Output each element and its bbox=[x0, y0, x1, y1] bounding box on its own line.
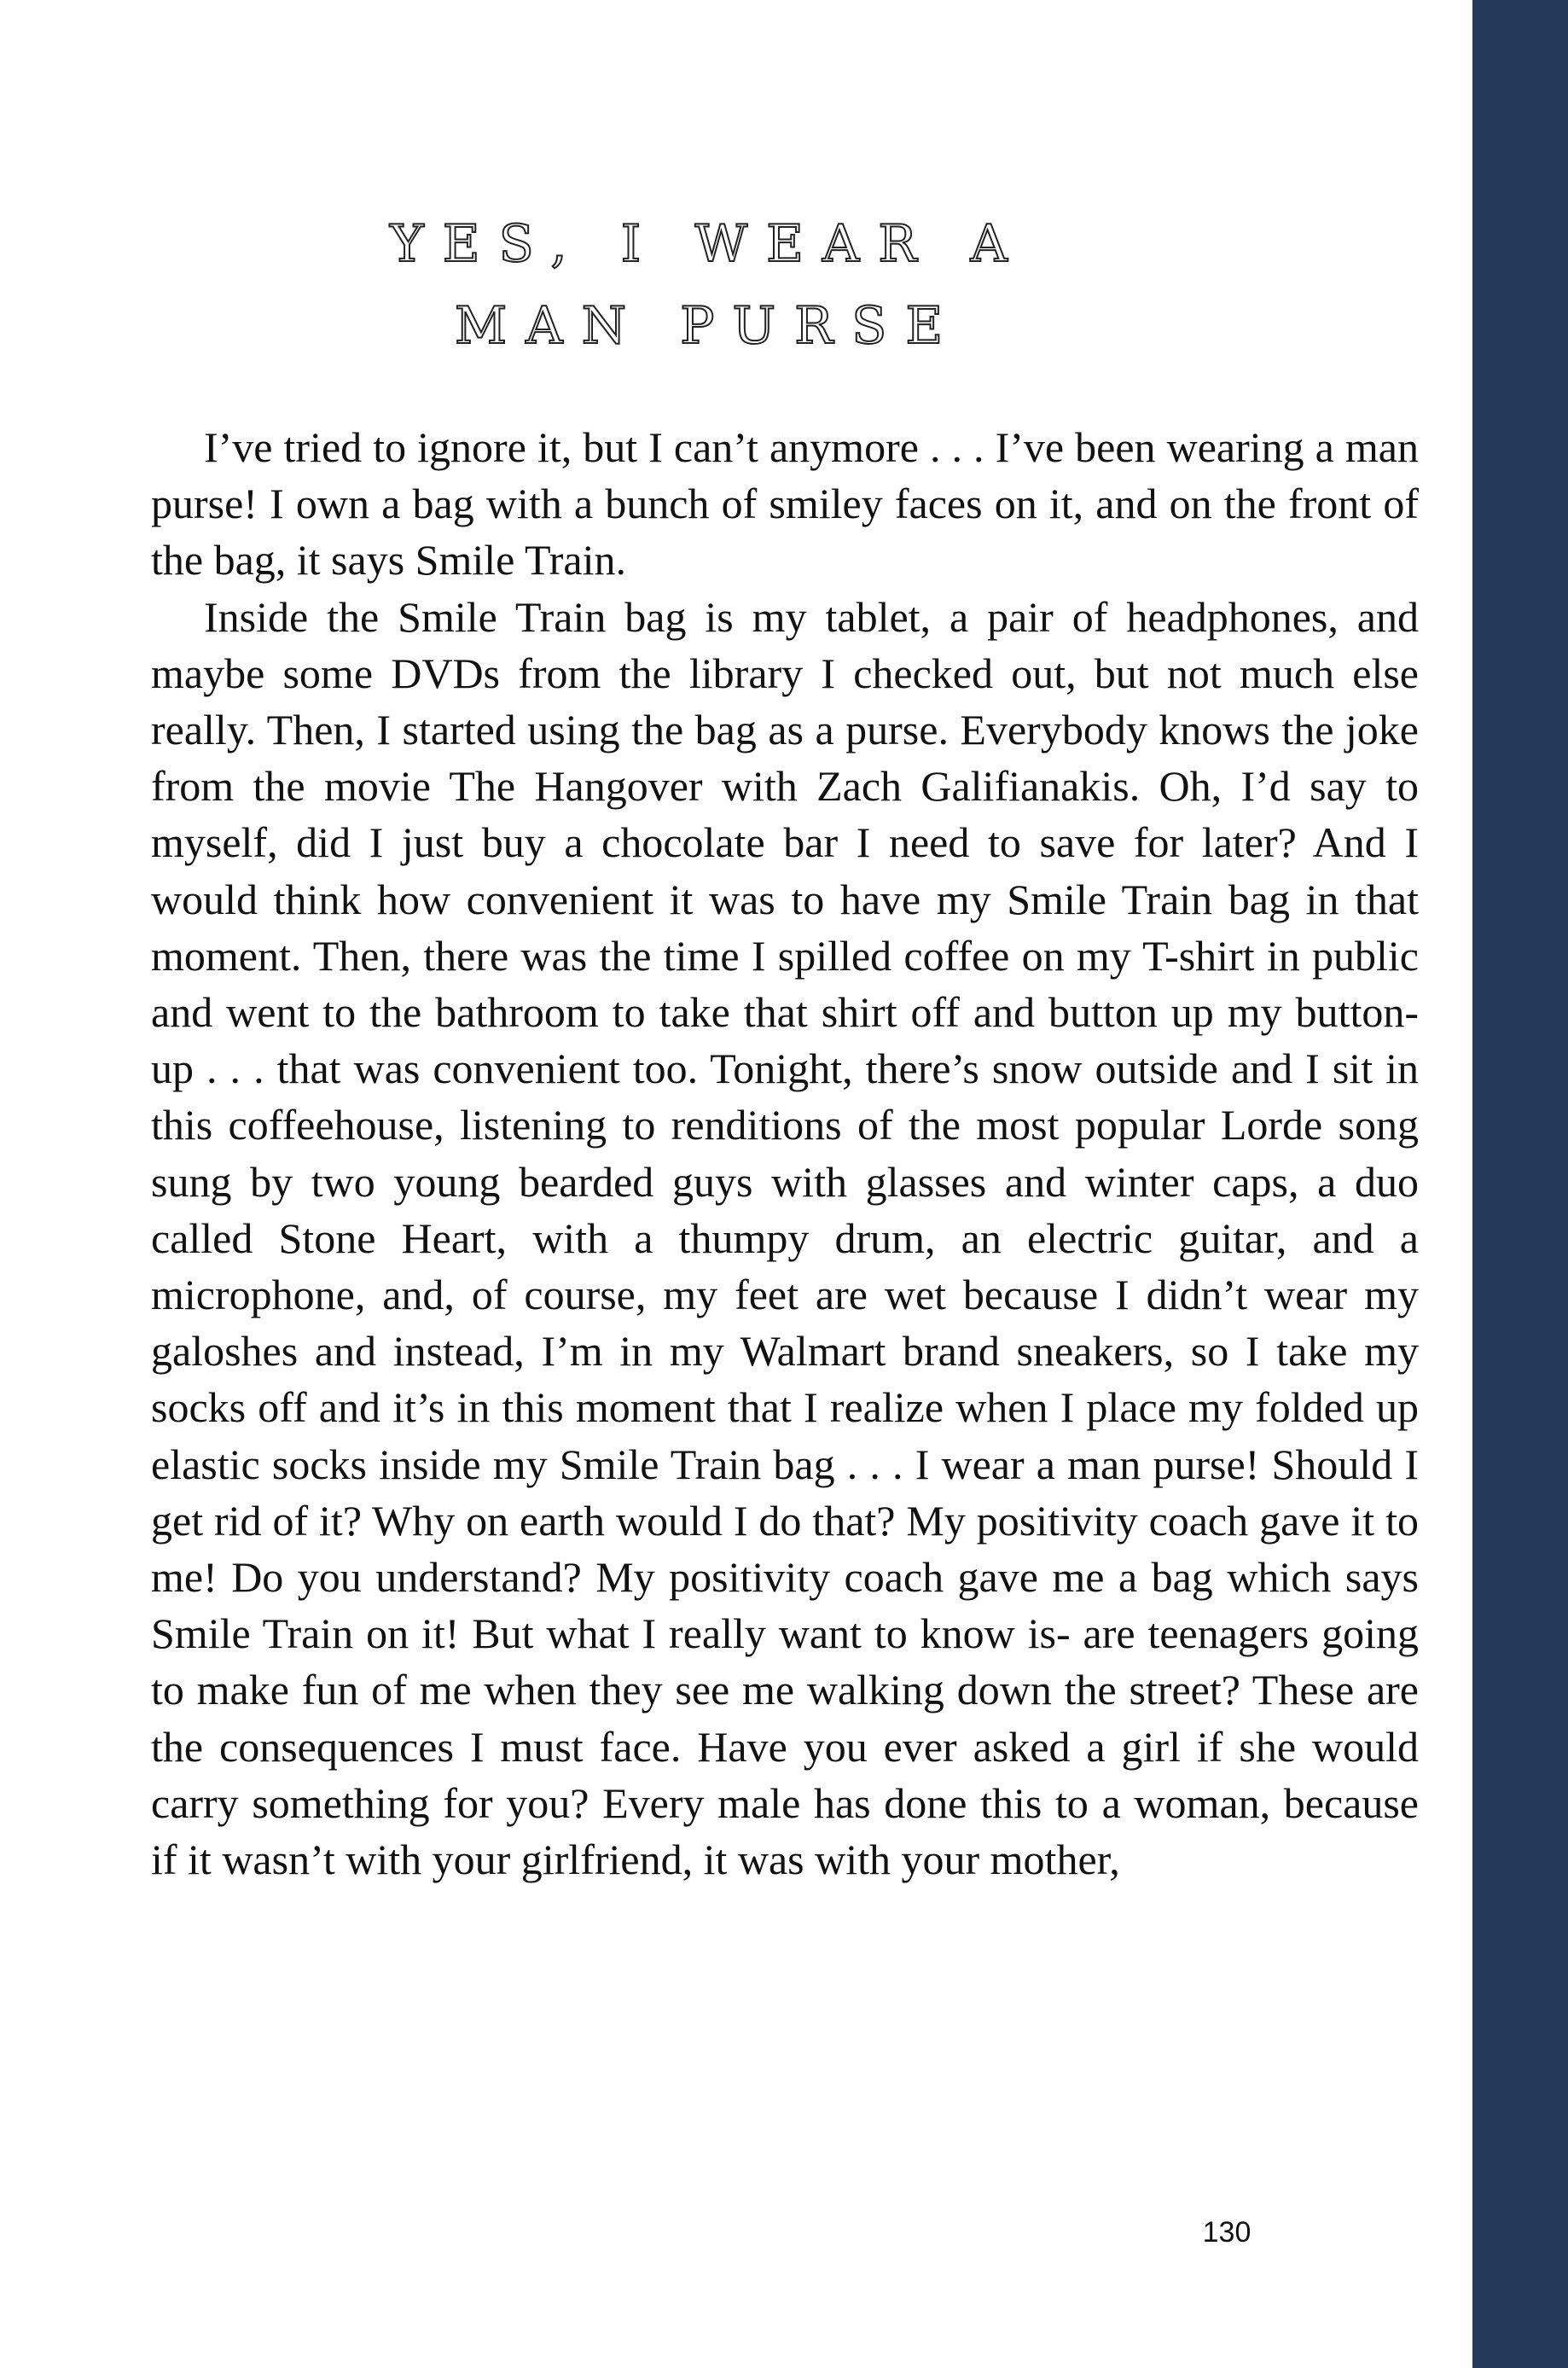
page-edge-bar bbox=[1472, 0, 1568, 2368]
chapter-body bbox=[151, 419, 1419, 1888]
paragraph-1: I’ve tried to ignore it, but I can’t anymore . . . I’ve been wearing a man purse! I own a bag with a bunch of smiley faces on it, and on the front of the bag, it says Smile Train. bbox=[151, 423, 1419, 585]
page-number: 130 bbox=[1202, 2216, 1251, 2249]
paragraph-2: Inside the Smile Train bag is my tablet, a pair of headphones, and maybe some DVDs from the library I checked out, but not much else really. Then, I started using the bag as a purse. Everybody knows the joke from the movie The Hangover with Zach Galifianakis. Oh, I’d say to myself, did I just buy a chocolate bar I need to save for later? And I would think how convenient it was to have my Smile Train bag in that moment. Then, there was the time I spilled coffee on my T-shirt in public and went to the bathroom to take that shirt off and button up my button-up . . . that was convenient too. Tonight, there’s snow outside and I sit in this coffeehouse, listening to renditions of the most popular Lorde song sung by two young bearded guys with glasses and winter caps, a duo called Stone Heart, with a thumpy drum, an electric guitar, and a microphone, and, of course, my feet are wet because I didn’t wear my galoshes and instead, I’m in my Walmart brand sneakers, so I take my socks off and it’s in this moment that I realize when I place my folded up elastic socks inside my Smile Train bag . . . I wear a man purse! Should I get rid of it? Why on earth would I do that? My positivity coach gave it to me! Do you understand? My positivity coach gave me a bag which says Smile Train on it! But what I really want to know is- are teenagers going to make fun of me when they see me walking down the street? These are the consequences I must face. Have you ever asked a girl if she would carry something for you? Every male has done this to a woman, because if it wasn’t with your girlfriend, it was with your mother, bbox=[151, 592, 1419, 1884]
chapter-title-line-1: YES, I WEAR A bbox=[390, 214, 1026, 274]
chapter-title bbox=[136, 203, 1280, 367]
chapter-title-line-2: MAN PURSE bbox=[454, 296, 962, 356]
